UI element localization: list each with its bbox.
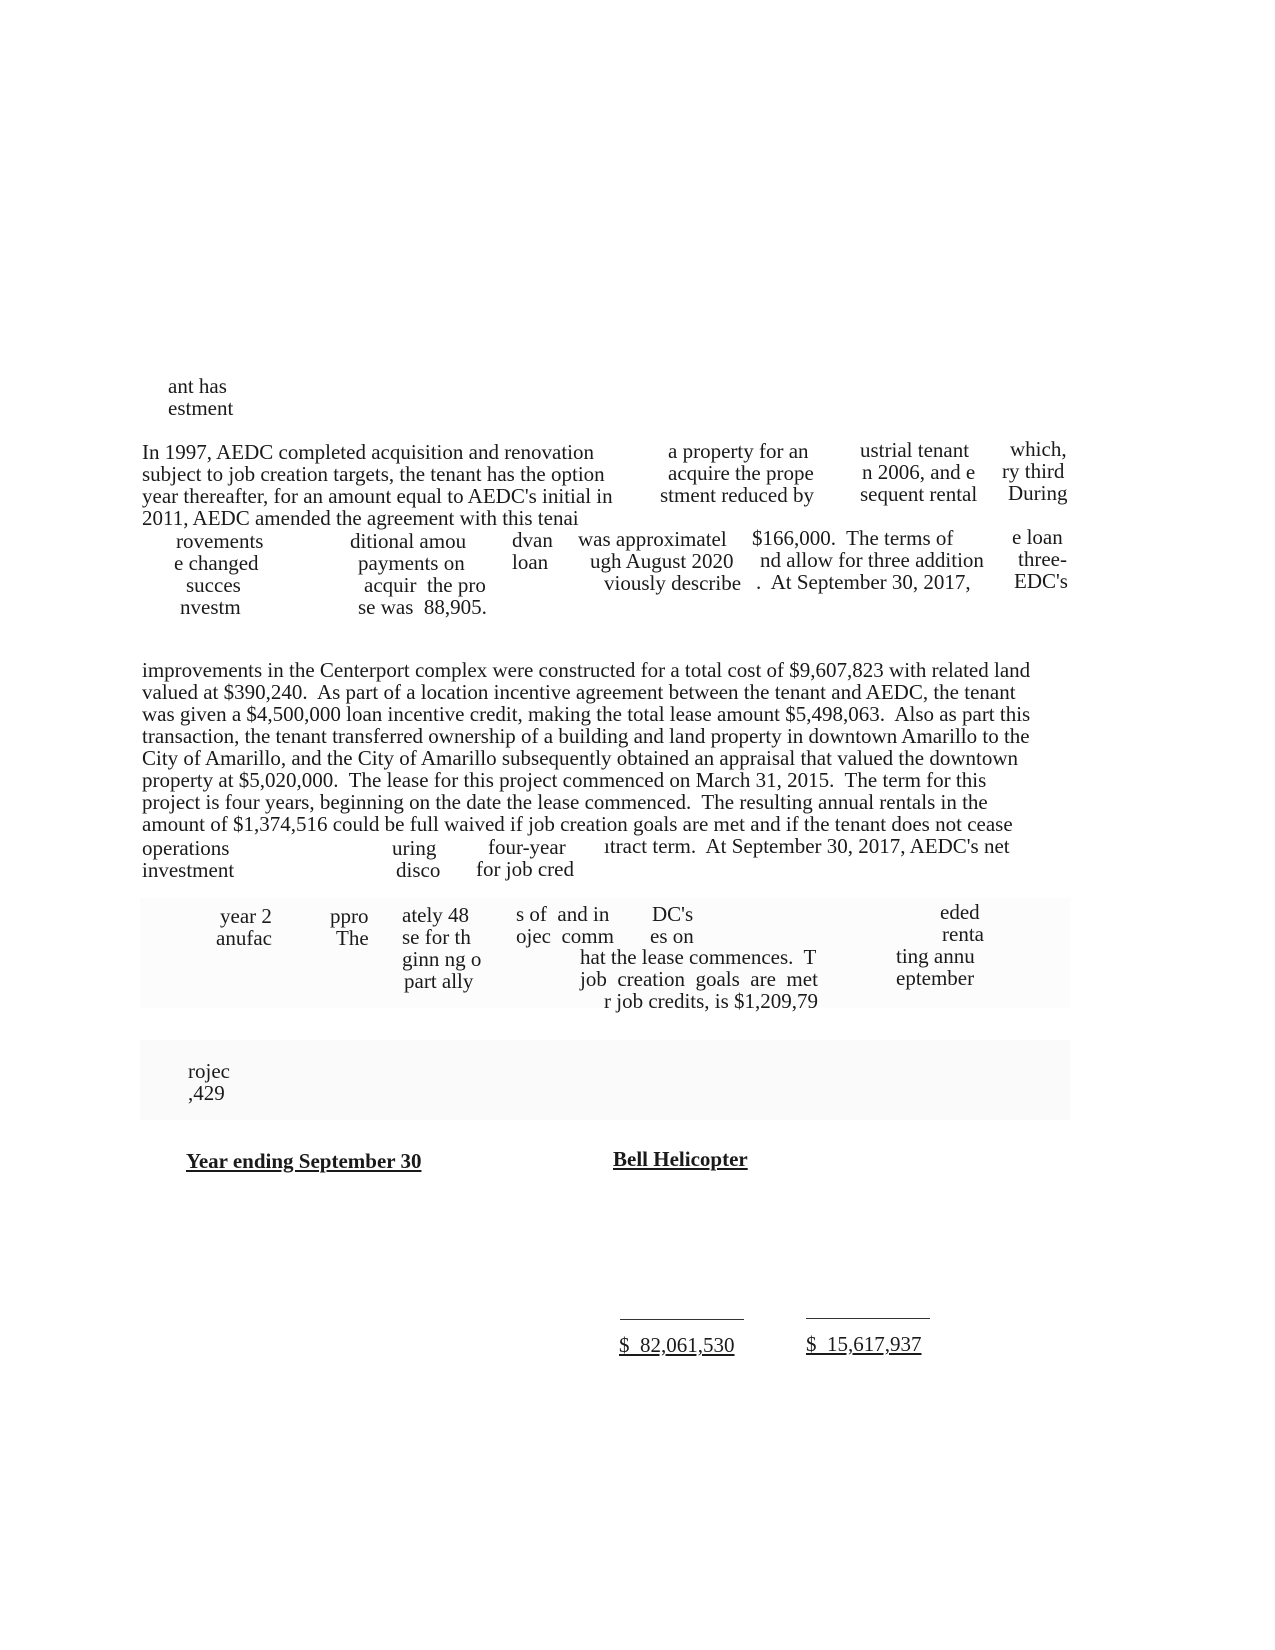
para3-text: eded <box>940 900 980 924</box>
para3-text: se for th <box>402 925 471 949</box>
para1-text: se was 88,905. <box>358 595 487 619</box>
para1-text: $166,000. The terms of <box>752 526 954 550</box>
para1-text: subject to job creation targets, the tenant has the option <box>142 462 605 486</box>
para2-line: improvements in the Centerport complex were constructed for a total cost of $9,607,823 with related land <box>142 658 1031 682</box>
table-header-year: Year ending September 30 <box>186 1149 422 1173</box>
para3-text: s of and in <box>516 902 610 926</box>
para3-text: hat the lease commences. T <box>580 945 817 969</box>
para3-text: DC's <box>652 902 694 926</box>
para2-line: transaction, the tenant transferred ownership of a building and land property in downtown Amarillo to the <box>142 724 1030 748</box>
para2-line: for job cred <box>476 857 574 881</box>
para1-text: ustrial tenant <box>860 438 970 462</box>
para1-text: a property for an <box>668 439 809 463</box>
para3-text: ting annu <box>896 944 975 968</box>
fragment-line: estment <box>168 396 234 420</box>
para2-line: investment <box>142 858 235 882</box>
para3-text: The <box>336 926 369 950</box>
para1-text: acquire the prope <box>668 461 814 485</box>
para2-line: project is four years, beginning on the date the lease commenced. The resulting annual rentals in the <box>142 790 988 814</box>
total-rule <box>806 1318 930 1319</box>
para3-text: renta <box>942 922 984 946</box>
total-rule <box>620 1319 744 1320</box>
para3-text: ginn ng o <box>402 947 482 971</box>
para1-text: viously describe <box>604 571 742 595</box>
para3-text: ojec comm <box>516 924 614 948</box>
para1-text: year thereafter, for an amount equal to AEDC's initial in <box>142 484 613 508</box>
para1-text: stment reduced by <box>660 483 814 507</box>
para2-line: ıtract term. At September 30, 2017, AEDC's net <box>604 834 1010 858</box>
total-amount: $ 82,061,530 <box>619 1333 735 1357</box>
para2-line: operations <box>142 836 230 860</box>
para1-text: succes <box>186 573 241 597</box>
para2-line: City of Amarillo, and the City of Amarillo subsequently obtained an appraisal that valued the downtown <box>142 746 1019 770</box>
para3-text: part ally <box>404 969 474 993</box>
para2-line: was given a $4,500,000 loan incentive credit, making the total lease amount $5,498,063. Also as part this <box>142 702 1031 726</box>
para3-text: job creation goals are met <box>580 967 818 991</box>
para1-text: loan <box>512 550 549 574</box>
para1-text: acquir the pro <box>364 573 486 597</box>
para2-line: valued at $390,240. As part of a location incentive agreement between the tenant and AEDC, the tenant <box>142 680 1016 704</box>
para1-text: 2011, AEDC amended the agreement with this tenai <box>142 506 579 530</box>
para2-line: disco <box>396 858 441 882</box>
para3-text: anufac <box>216 926 272 950</box>
fragment-line: rojec <box>188 1059 230 1083</box>
para1-text: ry third <box>1002 459 1065 483</box>
para2-line: uring <box>392 836 437 860</box>
para1-text: In 1997, AEDC completed acquisition and renovation <box>142 440 594 464</box>
para2-line: four-year <box>488 835 566 859</box>
para1-text: dvan <box>512 528 553 552</box>
para1-text: e loan <box>1012 525 1063 549</box>
para1-text: n 2006, and e <box>862 460 976 484</box>
para1-text: ditional amou <box>350 529 467 553</box>
para1-text: During <box>1008 481 1068 505</box>
para1-text: three- <box>1018 547 1067 571</box>
para1-text: ugh August 2020 <box>590 549 734 573</box>
para1-text: sequent rental <box>860 482 978 506</box>
fragment-line: ant has <box>168 374 227 398</box>
para1-text: e changed <box>174 551 259 575</box>
para1-text: EDC's <box>1014 569 1068 593</box>
para1-text: . At September 30, 2017, <box>756 570 971 594</box>
para3-text: eptember <box>896 966 975 990</box>
fragment-line: ,429 <box>188 1081 225 1105</box>
para1-text: rovements <box>176 529 264 553</box>
para1-text: which, <box>1010 437 1067 461</box>
table-header-bell-helicopter: Bell Helicopter <box>613 1147 748 1171</box>
total-amount: $ 15,617,937 <box>806 1332 922 1356</box>
para3-text: ately 48 <box>402 903 470 927</box>
para3-text: r job credits, is $1,209,79 <box>604 989 819 1013</box>
scan-shadow <box>140 1040 1070 1120</box>
para3-text: ppro <box>330 904 369 928</box>
para1-text: payments on <box>358 551 465 575</box>
para3-text: es on <box>650 924 694 948</box>
para1-text: nd allow for three addition <box>760 548 984 572</box>
para2-line: amount of $1,374,516 could be full waived if job creation goals are met and if the tenant does not cease <box>142 812 1013 836</box>
para1-text: was approximatel <box>578 527 727 551</box>
para2-line: property at $5,020,000. The lease for this project commenced on March 31, 2015. The term for this <box>142 768 987 792</box>
para1-text: nvestm <box>180 595 241 619</box>
para3-text: year 2 <box>220 904 272 928</box>
